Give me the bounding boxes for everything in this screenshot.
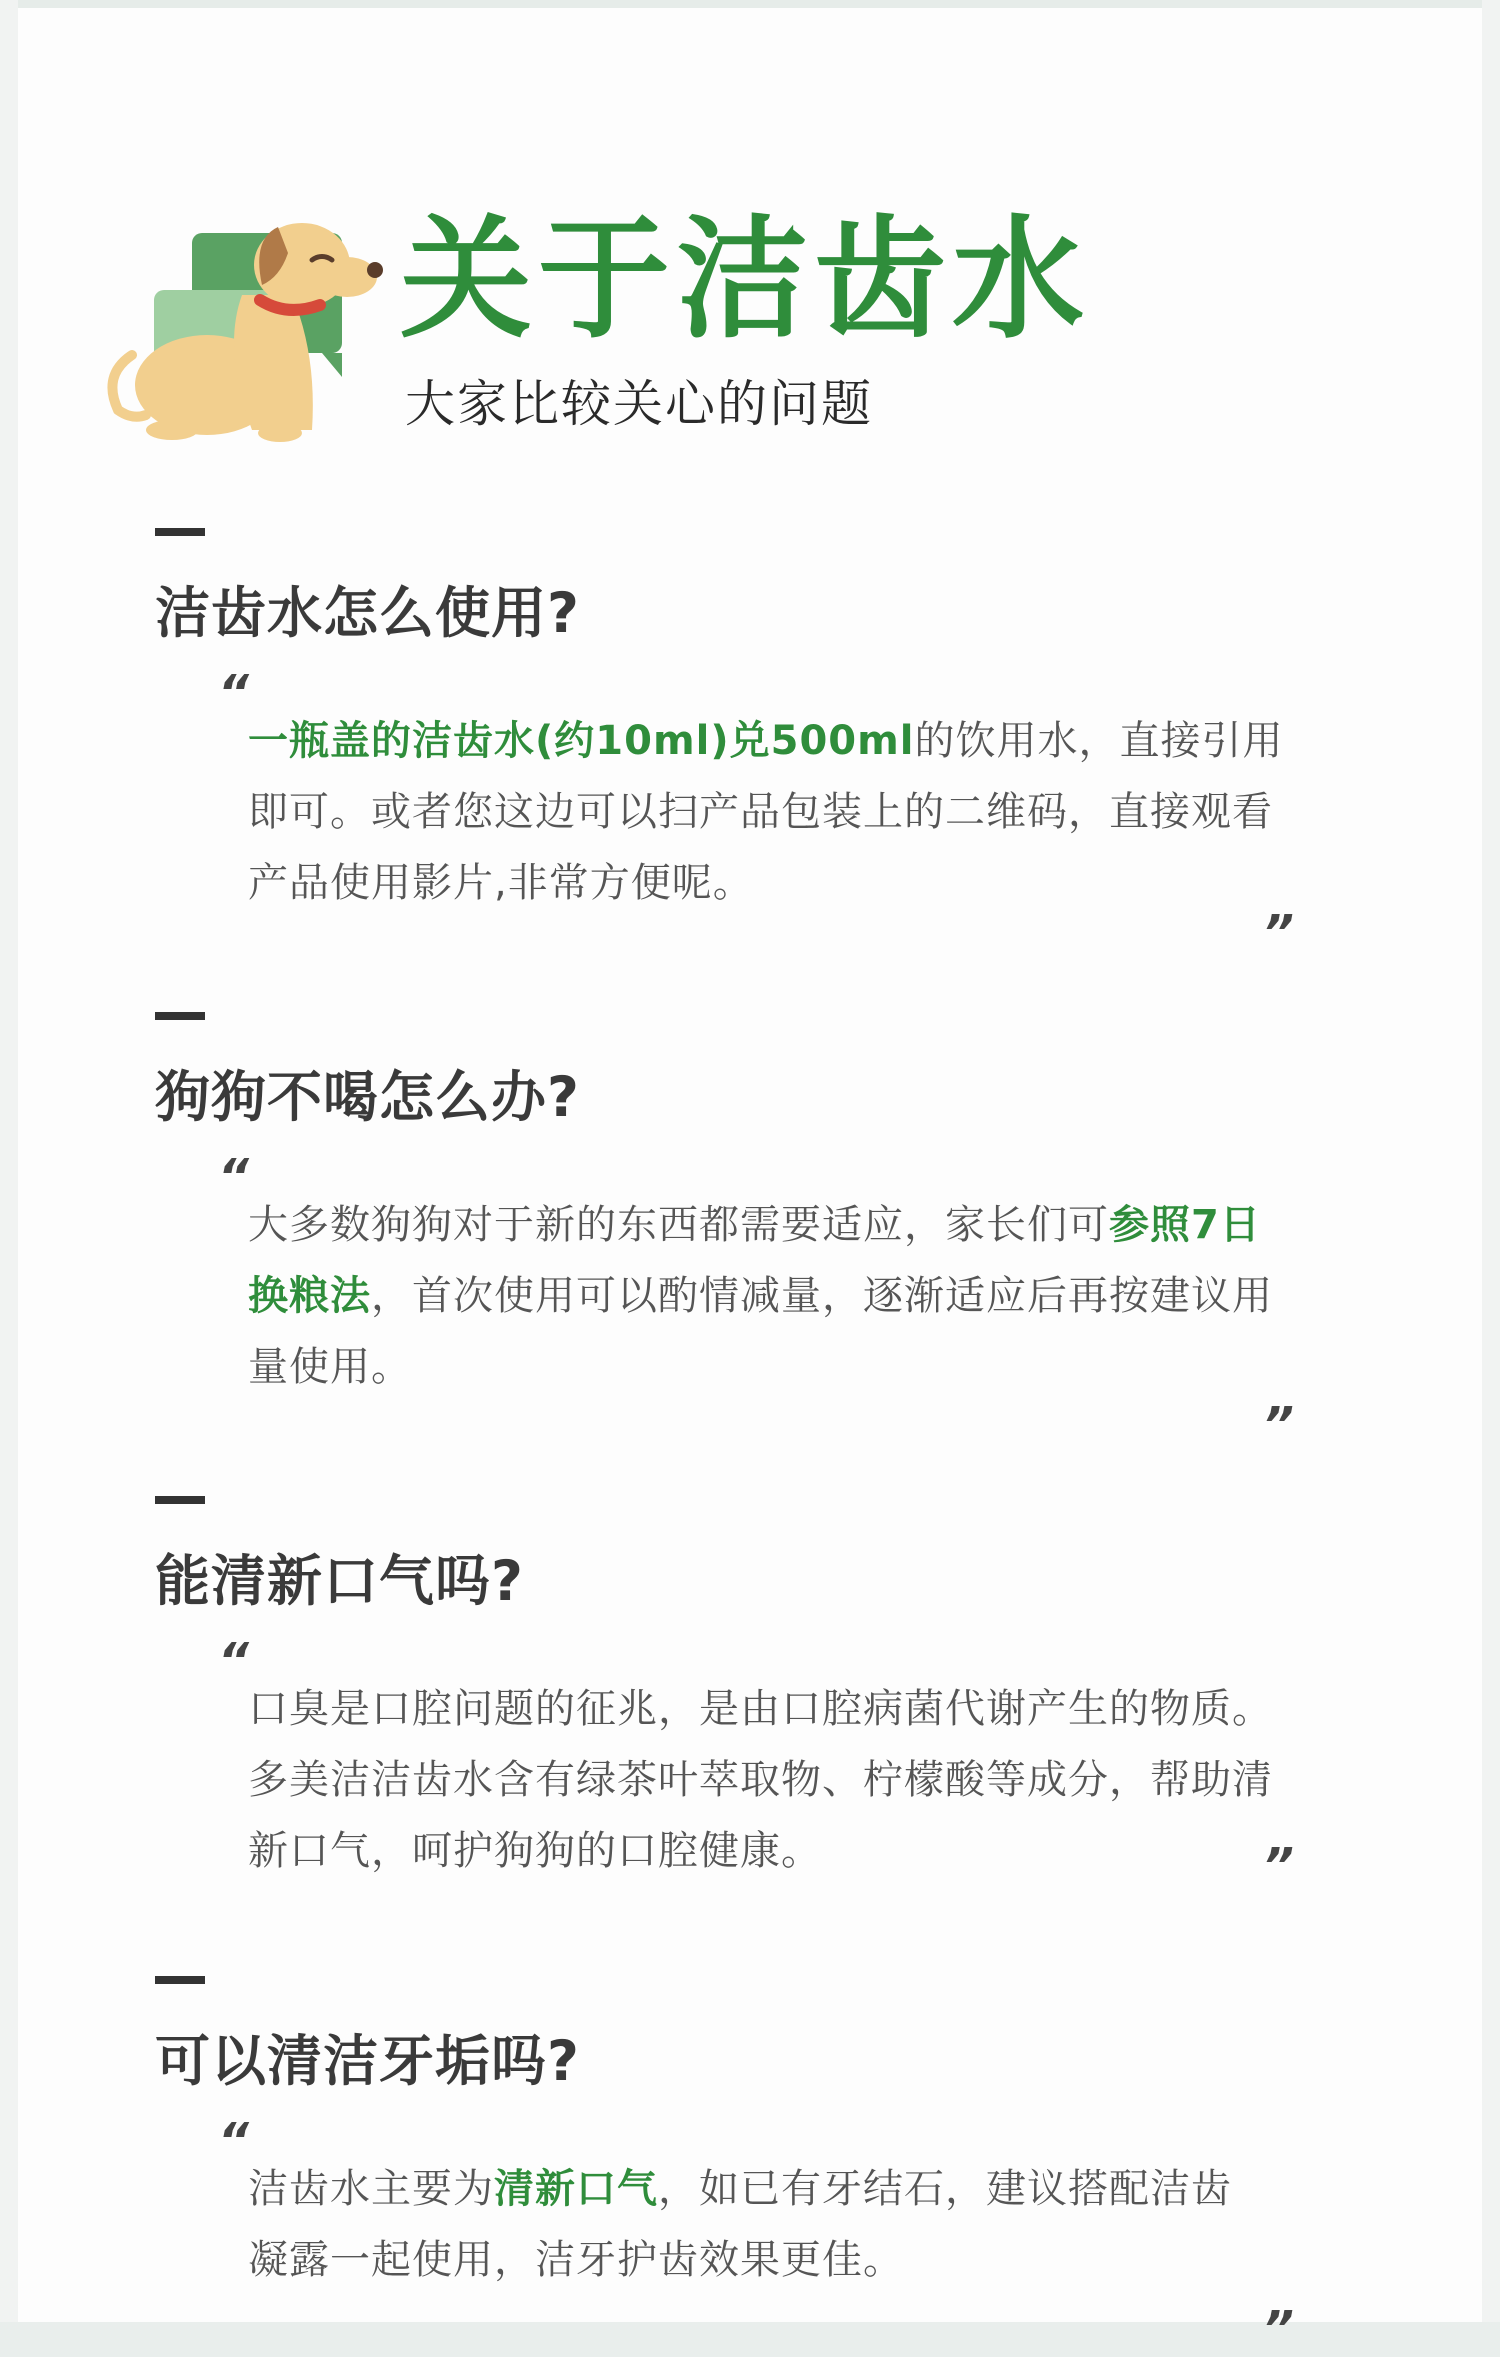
top-strip: [0, 0, 1500, 8]
question-title: 洁齿水怎么使用?: [155, 581, 580, 645]
page-subtitle: 大家比较关心的问题: [405, 375, 873, 433]
answer-segment: 大多数狗狗对于新的东西都需要适应，家长们可: [248, 1202, 1109, 1248]
answer-segment: 的饮用水，直接引用即可。或者您这边可以扫产品包装上的二维码，直接观看产品使用影片,非常方便呢。: [248, 718, 1284, 906]
open-quote-icon: “: [218, 1633, 249, 1689]
divider-dash: [155, 528, 205, 536]
question-title: 狗狗不喝怎么办?: [155, 1065, 580, 1129]
left-margin: [0, 0, 18, 2322]
close-quote-icon: ”: [1263, 2301, 1294, 2357]
answer-text: [248, 2154, 1268, 2296]
open-quote-icon: “: [218, 1149, 249, 1205]
open-quote-icon: “: [218, 2113, 249, 2169]
answer-segment: ，首次使用可以酌情减量，逐渐适应后再按建议用量使用。: [248, 1273, 1273, 1390]
answer-segment: 口臭是口腔问题的征兆，是由口腔病菌代谢产生的物质。多美洁洁齿水含有绿茶叶萃取物、柠檬酸等成分，帮助清新口气，呵护狗狗的口腔健康。: [248, 1686, 1273, 1874]
close-quote-icon: ”: [1263, 1397, 1294, 1453]
divider-dash: [155, 1012, 205, 1020]
page-title: 关于洁齿水: [400, 203, 1090, 357]
question-title: 能清新口气吗?: [155, 1549, 524, 1613]
answer-highlight: 参照7日换粮法: [248, 1202, 1261, 1319]
answer-segment: ，如已有牙结石，建议搭配洁齿凝露一起使用，洁牙护齿效果更佳。: [248, 2166, 1232, 2283]
answer-highlight: 清新口气: [494, 2166, 658, 2212]
answer-segment: 洁齿水主要为: [248, 2166, 494, 2212]
close-quote-icon: ”: [1263, 1838, 1294, 1894]
divider-dash: [155, 1976, 205, 1984]
answer-text: [248, 706, 1294, 919]
question-title: 可以清洁牙垢吗?: [155, 2029, 580, 2093]
dog-with-speech-bubbles-icon: [92, 205, 392, 445]
answer-text: [248, 1190, 1294, 1403]
open-quote-icon: “: [218, 665, 249, 721]
close-quote-icon: ”: [1263, 905, 1294, 961]
answer-text: [248, 1674, 1294, 1887]
divider-dash: [155, 1496, 205, 1504]
right-margin: [1482, 0, 1500, 2322]
answer-highlight: 一瓶盖的洁齿水(约10ml)兑500ml: [248, 718, 915, 764]
